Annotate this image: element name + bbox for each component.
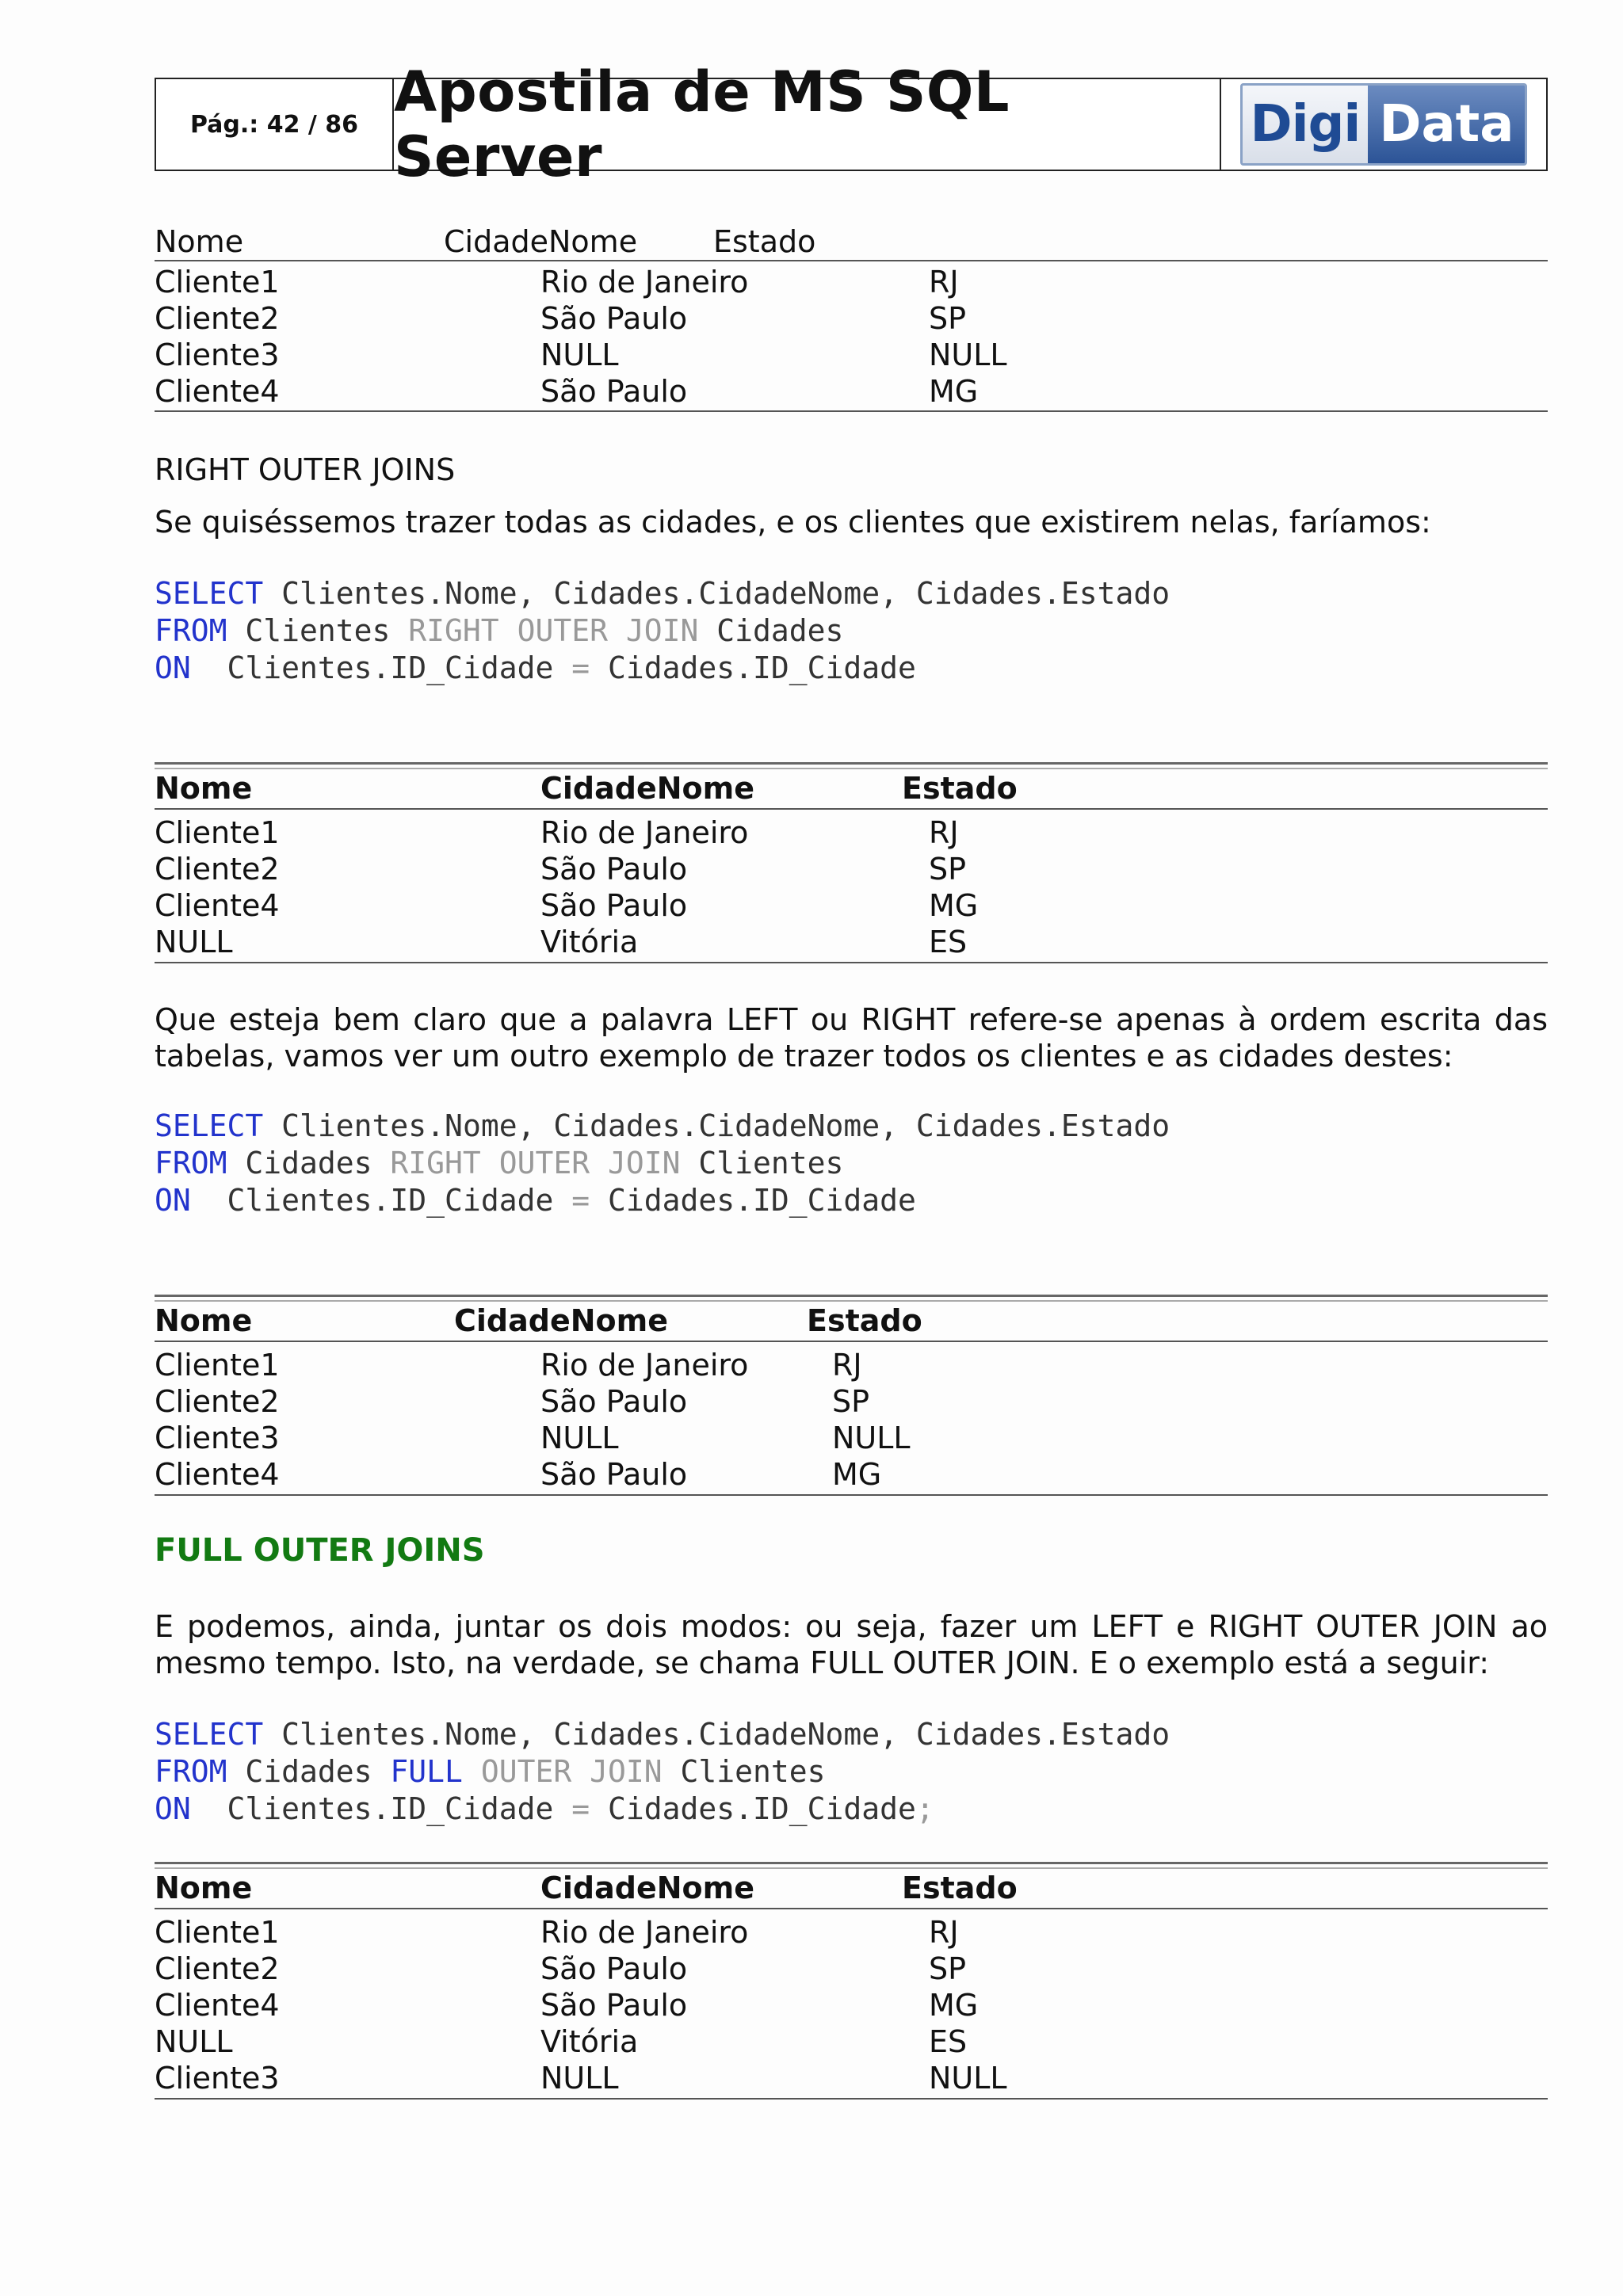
result-table-1-body bbox=[155, 264, 1548, 410]
logo-text-right: Data bbox=[1368, 86, 1525, 163]
table-header-row bbox=[155, 223, 1548, 260]
table-row bbox=[155, 2060, 1548, 2096]
table-cell: MG bbox=[832, 1457, 882, 1492]
table-cell: MG bbox=[929, 888, 979, 923]
table-top-border bbox=[155, 1862, 1548, 1869]
table-cell: Cliente1 bbox=[155, 265, 280, 299]
result-table-3 bbox=[155, 1302, 1548, 1339]
page-header bbox=[155, 59, 1548, 189]
table-cell: MG bbox=[929, 1988, 979, 2023]
table-cell: Cliente2 bbox=[155, 1951, 280, 1986]
code-block-2 bbox=[155, 1108, 1170, 1219]
sql-operator: = bbox=[571, 1183, 590, 1218]
result-table-4 bbox=[155, 1870, 1548, 1906]
table-cell: RJ bbox=[832, 1348, 862, 1383]
sql-operator: ; bbox=[915, 1791, 934, 1826]
table-row bbox=[155, 887, 1548, 924]
table-row bbox=[155, 1420, 1548, 1456]
table-cell: MG bbox=[929, 374, 979, 409]
code-text: Clientes bbox=[680, 1146, 844, 1180]
table-row bbox=[155, 337, 1548, 373]
table-divider bbox=[155, 1494, 1548, 1496]
result-table-4-body bbox=[155, 1914, 1548, 2096]
table-cell: ES bbox=[929, 925, 968, 959]
table-divider bbox=[155, 2098, 1548, 2100]
column-header: CidadeNome bbox=[444, 224, 638, 259]
code-text: Clientes.ID_Cidade bbox=[190, 1183, 572, 1218]
column-header: Nome bbox=[155, 1871, 253, 1905]
table-cell: Cliente4 bbox=[155, 1457, 280, 1492]
column-header: CidadeNome bbox=[454, 1303, 669, 1338]
table-row bbox=[155, 1914, 1548, 1951]
table-row bbox=[155, 1347, 1548, 1383]
table-top-border bbox=[155, 762, 1548, 769]
table-cell: São Paulo bbox=[540, 852, 688, 887]
table-cell: NULL bbox=[540, 2061, 619, 2096]
table-cell: NULL bbox=[929, 338, 1007, 372]
table-cell: São Paulo bbox=[540, 1951, 688, 1986]
table-row bbox=[155, 1383, 1548, 1420]
column-header: Estado bbox=[902, 1871, 1018, 1905]
table-cell: Rio de Janeiro bbox=[540, 1348, 749, 1383]
table-cell: NULL bbox=[832, 1421, 911, 1455]
sql-operator: OUTER JOIN bbox=[462, 1754, 663, 1789]
table-cell: Cliente1 bbox=[155, 1915, 280, 1950]
table-divider bbox=[155, 1908, 1548, 1909]
table-row bbox=[155, 924, 1548, 960]
table-row bbox=[155, 1987, 1548, 2023]
table-cell: Cliente3 bbox=[155, 2061, 280, 2096]
page-number: Pág.: 42 / 86 bbox=[156, 79, 394, 170]
table-cell: NULL bbox=[540, 1421, 619, 1455]
section-heading-full-join: FULL OUTER JOINS bbox=[155, 1532, 485, 1569]
table-header-row bbox=[155, 770, 1548, 807]
code-block-1 bbox=[155, 575, 1170, 687]
column-header: Estado bbox=[902, 771, 1018, 806]
table-cell: Vitória bbox=[540, 2024, 639, 2059]
table-row bbox=[155, 814, 1548, 851]
section-heading-right-join: RIGHT OUTER JOINS bbox=[155, 452, 456, 487]
table-cell: São Paulo bbox=[540, 374, 688, 409]
table-cell: Cliente3 bbox=[155, 338, 280, 372]
table-header-row bbox=[155, 1302, 1548, 1339]
column-header: Nome bbox=[155, 1303, 253, 1338]
table-cell: Cliente2 bbox=[155, 1384, 280, 1419]
table-cell: SP bbox=[832, 1384, 870, 1419]
result-table-2 bbox=[155, 770, 1548, 807]
table-divider bbox=[155, 410, 1548, 412]
table-cell: Vitória bbox=[540, 925, 639, 959]
sql-operator: RIGHT OUTER JOIN bbox=[408, 613, 699, 648]
code-text: Cidades.ID_Cidade bbox=[590, 1791, 916, 1826]
code-text: Cidades bbox=[227, 1754, 391, 1789]
code-text: Clientes bbox=[227, 613, 409, 648]
paragraph: Que esteja bem claro que a palavra LEFT ou RIGHT refere-se apenas à ordem escrita das tabelas, vamos ver um outro exemplo de trazer todos os clientes e as cidades destes: bbox=[155, 1002, 1548, 1074]
column-header: CidadeNome bbox=[540, 1871, 755, 1905]
table-cell: Cliente2 bbox=[155, 852, 280, 887]
code-text: Clientes bbox=[662, 1754, 826, 1789]
paragraph: E podemos, ainda, juntar os dois modos: ou seja, fazer um LEFT e RIGHT OUTER JOIN ao mesmo tempo. Isto, na verdade, se chama FULL OUTER JOIN. E o exemplo está a seguir: bbox=[155, 1609, 1548, 1680]
table-cell: Cliente1 bbox=[155, 1348, 280, 1383]
sql-operator: = bbox=[571, 650, 590, 685]
table-cell: São Paulo bbox=[540, 888, 688, 923]
table-cell: Cliente4 bbox=[155, 1988, 280, 2023]
table-cell: Cliente4 bbox=[155, 888, 280, 923]
table-row bbox=[155, 264, 1548, 300]
sql-keyword: FULL bbox=[390, 1754, 463, 1789]
table-row bbox=[155, 1951, 1548, 1987]
sql-keyword: ON bbox=[155, 650, 191, 685]
sql-keyword: SELECT bbox=[155, 1108, 264, 1143]
column-header: Nome bbox=[155, 224, 244, 259]
sql-keyword: FROM bbox=[155, 1754, 227, 1789]
sql-keyword: SELECT bbox=[155, 576, 264, 611]
table-cell: Cliente4 bbox=[155, 374, 280, 409]
logo-badge bbox=[1240, 83, 1528, 166]
table-header-row bbox=[155, 1870, 1548, 1906]
table-cell: Rio de Janeiro bbox=[540, 1915, 749, 1950]
table-cell: RJ bbox=[929, 1915, 959, 1950]
table-cell: RJ bbox=[929, 265, 959, 299]
result-table-1 bbox=[155, 223, 1548, 260]
code-text: Clientes.ID_Cidade bbox=[190, 1791, 572, 1826]
code-text: Clientes.Nome, Cidades.CidadeNome, Cidades.Estado bbox=[263, 1717, 1170, 1752]
code-text: Cidades.ID_Cidade bbox=[590, 650, 916, 685]
sql-operator: = bbox=[571, 1791, 590, 1826]
code-text: Cidades.ID_Cidade bbox=[590, 1183, 916, 1218]
table-cell: Cliente1 bbox=[155, 815, 280, 850]
table-cell: ES bbox=[929, 2024, 968, 2059]
column-header: Nome bbox=[155, 771, 253, 806]
table-cell: RJ bbox=[929, 815, 959, 850]
column-header: Estado bbox=[807, 1303, 922, 1338]
digidata-logo bbox=[1221, 79, 1546, 170]
code-text: Cidades bbox=[227, 1146, 391, 1180]
sql-keyword: ON bbox=[155, 1183, 191, 1218]
table-cell: NULL bbox=[155, 925, 233, 959]
table-cell: São Paulo bbox=[540, 1988, 688, 2023]
table-cell: Rio de Janeiro bbox=[540, 265, 749, 299]
column-header: CidadeNome bbox=[540, 771, 755, 806]
code-block-3 bbox=[155, 1716, 1170, 1828]
column-header: Estado bbox=[713, 224, 816, 259]
table-row bbox=[155, 373, 1548, 410]
logo-text-left: Digi bbox=[1243, 86, 1369, 163]
table-row bbox=[155, 851, 1548, 887]
table-divider bbox=[155, 1341, 1548, 1342]
table-divider bbox=[155, 260, 1548, 261]
code-text: Clientes.Nome, Cidades.CidadeNome, Cidades.Estado bbox=[263, 1108, 1170, 1143]
code-text: Clientes.ID_Cidade bbox=[190, 650, 572, 685]
table-cell: São Paulo bbox=[540, 301, 688, 336]
table-cell: Rio de Janeiro bbox=[540, 815, 749, 850]
table-divider bbox=[155, 962, 1548, 963]
result-table-3-body bbox=[155, 1347, 1548, 1493]
table-row bbox=[155, 2023, 1548, 2060]
table-cell: SP bbox=[929, 301, 967, 336]
table-row bbox=[155, 300, 1548, 337]
sql-keyword: FROM bbox=[155, 613, 227, 648]
table-cell: Cliente3 bbox=[155, 1421, 280, 1455]
code-text: Clientes.Nome, Cidades.CidadeNome, Cidades.Estado bbox=[263, 576, 1170, 611]
table-cell: SP bbox=[929, 852, 967, 887]
table-cell: SP bbox=[929, 1951, 967, 1986]
sql-operator: RIGHT OUTER JOIN bbox=[390, 1146, 681, 1180]
table-row bbox=[155, 1456, 1548, 1493]
table-cell: São Paulo bbox=[540, 1384, 688, 1419]
table-cell: Cliente2 bbox=[155, 301, 280, 336]
document-title: Apostila de MS SQL Server bbox=[394, 79, 1221, 170]
table-cell: NULL bbox=[540, 338, 619, 372]
table-top-border bbox=[155, 1295, 1548, 1302]
paragraph: Se quiséssemos trazer todas as cidades, e os clientes que existirem nelas, faríamos: bbox=[155, 505, 1431, 540]
code-text: Cidades bbox=[698, 613, 844, 648]
table-cell: NULL bbox=[155, 2024, 233, 2059]
sql-keyword: SELECT bbox=[155, 1717, 264, 1752]
result-table-2-body bbox=[155, 814, 1548, 960]
sql-keyword: ON bbox=[155, 1791, 191, 1826]
table-cell: NULL bbox=[929, 2061, 1007, 2096]
sql-keyword: FROM bbox=[155, 1146, 227, 1180]
table-cell: São Paulo bbox=[540, 1457, 688, 1492]
table-divider bbox=[155, 808, 1548, 810]
